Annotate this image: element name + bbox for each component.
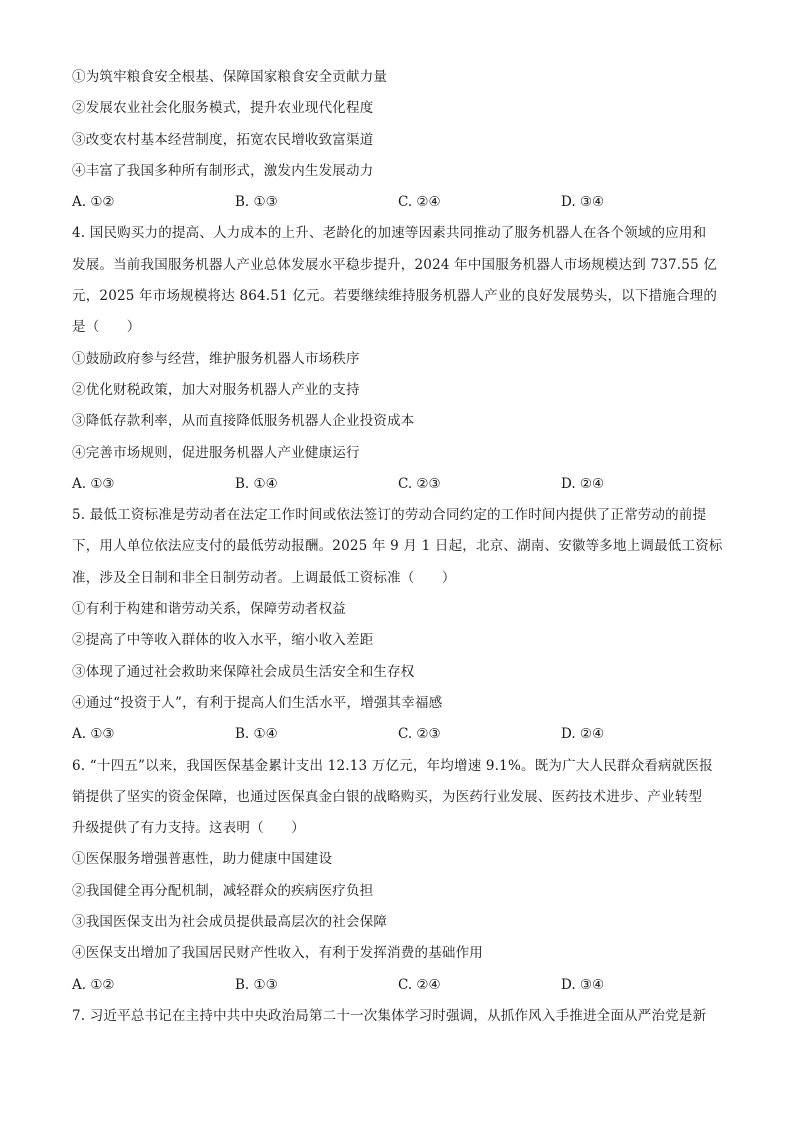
q4-stem-line-1: 4. 国民购买力的提高、人力成本的上升、老龄化的加速等因素共同推动了服务机器人在各个领域的应用和 [72,225,707,242]
q4-option-b: B. ①④ [235,475,278,492]
q4-item-1: ①鼓励政府参与经营，维护服务机器人市场秩序 [72,350,360,367]
q3-option-d: D. ③④ [561,194,605,211]
q6-stem-line-3: 升级提供了有力支持。这表明（ ） [72,820,305,837]
q6-item-4: ④医保支出增加了我国居民财产性收入，有利于发挥消费的基础作用 [72,945,483,962]
q6-option-d: D. ③④ [561,976,605,993]
q5-item-4: ④通过“投资于人”，有利于提高人们生活水平，增强其幸福感 [72,694,443,711]
q3-option-b: B. ①③ [235,194,278,211]
q6-stem-line-1: 6. “十四五”以来，我国医保基金累计支出 12.13 万亿元，年均增速 9.1%。既为广大人民群众看病就医报 [72,757,713,774]
q6-item-2: ②我国健全再分配机制，减轻群众的疾病医疗负担 [72,882,374,899]
q3-item-2: ②发展农业社会化服务模式，提升农业现代化程度 [72,100,374,117]
q4-stem-line-4: 是（ ） [72,319,141,336]
q5-stem-line-2: 下，用人单位依法应支付的最低劳动报酬。2025 年 9 月 1 日起，北京、湖南、安徽等多地上调最低工资标 [72,538,723,555]
q6-stem-line-2: 销提供了坚实的资金保障，也通过医保真金白银的战略购买，为医药行业发展、医药技术进步、产业转型 [72,788,703,805]
q5-option-d: D. ②④ [561,726,605,743]
q3-option-c: C. ②④ [398,194,441,211]
q5-item-2: ②提高了中等收入群体的收入水平，缩小收入差距 [72,632,374,649]
q5-stem-line-1: 5. 最低工资标准是劳动者在法定工作时间或依法签订的劳动合同约定的工作时间内提供了正常劳动的前提 [72,507,707,524]
q5-item-1: ①有利于构建和谐劳动关系，保障劳动者权益 [72,601,346,618]
q4-stem-line-3: 元，2025 年市场规模将达 864.51 亿元。若要继续维持服务机器人产业的良好发展势头，以下措施合理的 [72,288,718,305]
q3-option-a: A. ①② [72,194,115,211]
question-7 [72,1001,724,1032]
exam-page [72,62,724,1032]
q5-option-b: B. ①④ [235,726,278,743]
q4-options [72,469,724,500]
q3-item-4: ④丰富了我国多种所有制形式，激发内生发展动力 [72,162,374,179]
q4-option-d: D. ②④ [561,475,605,492]
q4-item-4: ④完善市场规则，促进服务机器人产业健康运行 [72,444,360,461]
q3-options [72,187,724,218]
q6-options [72,970,724,1001]
q5-stem-line-3: 准，涉及全日制和非全日制劳动者。上调最低工资标准（ ） [72,569,456,586]
q6-item-1: ①医保服务增强普惠性，助力健康中国建设 [72,851,333,868]
q5-options [72,719,724,750]
q4-stem-line-2: 发展。当前我国服务机器人产业总体发展水平稳步提升，2024 年中国服务机器人市场规模达到 737.55 亿 [72,256,718,273]
question-4 [72,218,724,500]
q5-option-a: A. ①③ [72,726,115,743]
question-6 [72,751,724,1001]
question-5 [72,500,724,750]
q3-item-1: ①为筑牢粮食安全根基、保障国家粮食安全贡献力量 [72,69,388,85]
question-3 [72,62,724,218]
q4-item-2: ②优化财税政策，加大对服务机器人产业的支持 [72,381,360,398]
q6-option-c: C. ②④ [398,976,441,993]
q5-item-3: ③体现了通过社会救助来保障社会成员生活安全和生存权 [72,663,415,680]
q4-item-3: ③降低存款利率，从而直接降低服务机器人企业投资成本 [72,413,415,430]
q5-option-c: C. ②③ [398,726,441,743]
q3-item-3: ③改变农村基本经营制度，拓宽农民增收致富渠道 [72,131,374,148]
q7-stem-line-1: 7. 习近平总书记在主持中共中央政治局第二十一次集体学习时强调，从抓作风入手推进全面从严治党是新 [72,1007,707,1024]
q6-option-b: B. ①③ [235,976,278,993]
q4-option-a: A. ①③ [72,475,115,492]
q6-option-a: A. ①② [72,976,115,993]
q6-item-3: ③我国医保支出为社会成员提供最高层次的社会保障 [72,914,388,931]
q4-option-c: C. ②③ [398,475,441,492]
